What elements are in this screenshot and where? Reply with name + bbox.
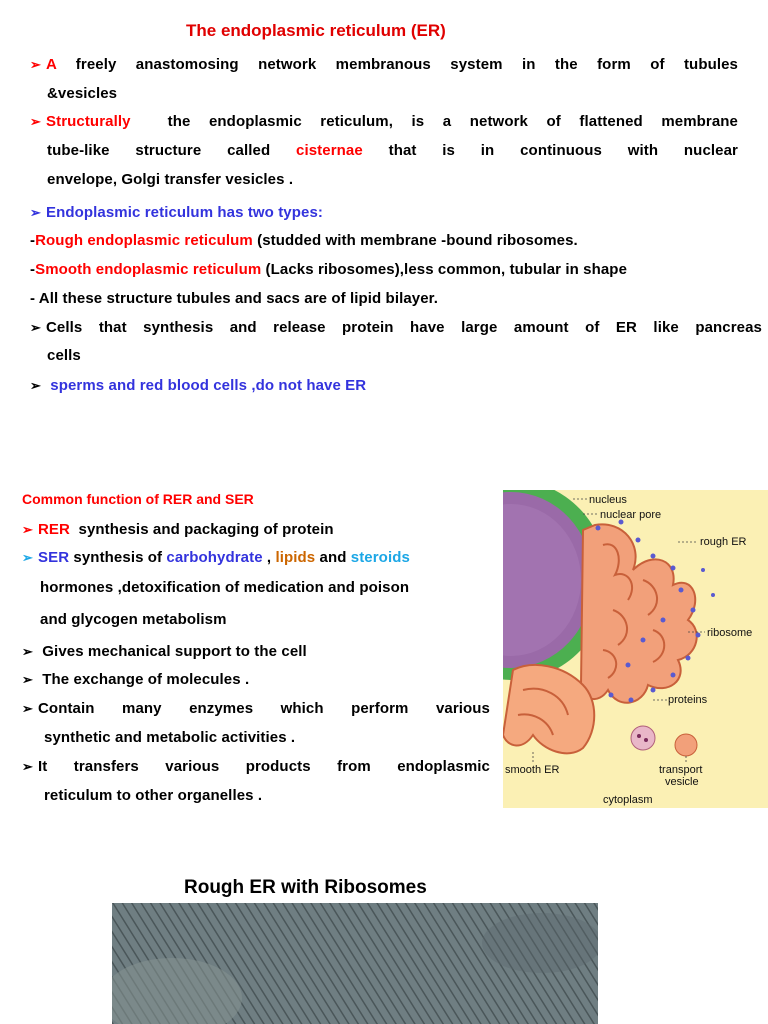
rough-er-shape bbox=[581, 524, 697, 702]
types-heading: ➢ Endoplasmic reticulum has two types: bbox=[30, 198, 323, 227]
section-rough-er-heading: Rough ER with Ribosomes bbox=[184, 877, 427, 898]
rough-er-line: -Rough endoplasmic reticulum (studded with membrane -bound ribosomes. bbox=[30, 232, 578, 249]
micrograph-image bbox=[112, 903, 598, 1024]
label-nucleus: nucleus bbox=[589, 494, 627, 506]
lipid-line: - All these structure tubules and sacs are of lipid bilayer. bbox=[30, 290, 439, 307]
er-diagram-illustration bbox=[503, 490, 768, 808]
label-smooth-er: smooth ER bbox=[505, 764, 560, 776]
smooth-er-line: -Smooth endoplasmic reticulum (Lacks ribosomes),less common, tubular in shape bbox=[30, 261, 628, 278]
arrow-bullet-icon: ➢ bbox=[22, 644, 33, 659]
label-proteins: proteins bbox=[668, 694, 708, 706]
arrow-bullet-icon: ➢ bbox=[22, 701, 33, 716]
bullet-structure-line3: envelope, Golgi transfer vesicles . bbox=[47, 171, 294, 188]
arrow-bullet-icon: ➢ bbox=[30, 320, 41, 335]
transport-vesicle-shape bbox=[675, 734, 697, 756]
ser-function-line2: hormones ,detoxification of medication and poison bbox=[40, 579, 410, 596]
arrow-bullet-icon: ➢ bbox=[30, 205, 41, 220]
sperms-line: ➢ sperms and red blood cells ,do not have ER bbox=[30, 371, 366, 400]
function-exchange: ➢ The exchange of molecules . bbox=[22, 665, 249, 694]
label-ribosome: ribosome bbox=[707, 627, 753, 639]
rough-er-micrograph bbox=[112, 903, 598, 1024]
functions-heading: Common function of RER and SER bbox=[22, 491, 254, 507]
function-support: ➢ Gives mechanical support to the cell bbox=[22, 637, 307, 666]
label-transport: transport bbox=[659, 764, 703, 776]
arrow-bullet-icon: ➢ bbox=[30, 378, 41, 393]
label-cytoplasm: cytoplasm bbox=[603, 794, 653, 806]
label-nuclear-pore: nuclear pore bbox=[600, 509, 662, 521]
arrow-bullet-icon: ➢ bbox=[22, 522, 33, 537]
arrow-bullet-icon: ➢ bbox=[30, 114, 41, 129]
function-enzymes-line2: synthetic and metabolic activities . bbox=[44, 729, 296, 746]
cells-line: ➢ Cells that synthesis and release protein have large amount of ER like pancreas bbox=[30, 313, 762, 342]
bullet-definition-cont: &vesicles bbox=[47, 85, 118, 102]
function-transfer: ➢ It transfers various products from endoplasmic bbox=[22, 752, 490, 781]
bullet-structure-line2: tube-like structure called cisternae that is in continuous with nuclear bbox=[47, 142, 738, 159]
label-rough-er: rough ER bbox=[700, 536, 747, 548]
function-enzymes: ➢ Contain many enzymes which perform various bbox=[22, 694, 490, 723]
arrow-bullet-icon: ➢ bbox=[30, 57, 41, 72]
arrow-bullet-icon: ➢ bbox=[22, 759, 33, 774]
arrow-bullet-icon: ➢ bbox=[22, 550, 33, 565]
ser-function: ➢ SER synthesis of carbohydrate , lipids and steroids bbox=[22, 543, 410, 572]
bullet-definition: ➢ A freely anastomosing network membranous system in the form of tubules bbox=[30, 50, 738, 79]
page-title: The endoplasmic reticulum (ER) bbox=[186, 21, 446, 40]
bullet-structure: ➢ Structurally the endoplasmic reticulum, is a network of flattened membrane bbox=[30, 107, 738, 136]
er-cell-diagram bbox=[503, 490, 768, 808]
function-transfer-line2: reticulum to other organelles . bbox=[44, 787, 263, 804]
arrow-bullet-icon: ➢ bbox=[22, 672, 33, 687]
cells-line2: cells bbox=[47, 347, 81, 364]
rer-function: ➢ RER synthesis and packaging of protein bbox=[22, 515, 334, 544]
ser-function-line3: and glycogen metabolism bbox=[40, 611, 227, 628]
protein-vesicle bbox=[631, 726, 655, 750]
label-vesicle: vesicle bbox=[665, 776, 699, 788]
